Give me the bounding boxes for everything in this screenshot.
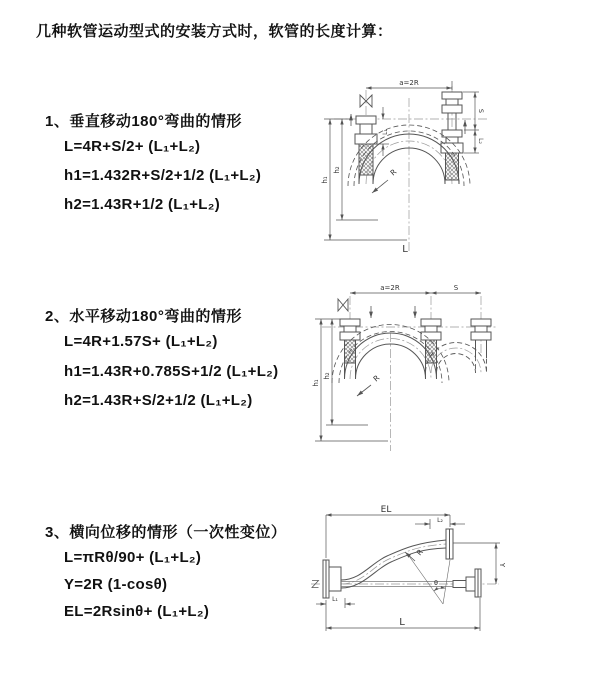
dim-width-label: a=2R [380, 284, 400, 292]
motion-arrows [371, 306, 415, 318]
formula-line: L=4R+S/2+ (L₁+L₂) [64, 138, 201, 155]
theta-label: θ [434, 579, 438, 587]
left-fitting [323, 560, 341, 598]
dim-h2-label: h₂ [333, 166, 341, 174]
formula-line: h1=1.432R+S/2+1/2 (L₁+L₂) [64, 167, 262, 184]
left-fitting [355, 116, 377, 144]
formula-line: L=πRθ/90+ (L₁+L₂) [64, 549, 202, 566]
length-label: L [402, 244, 408, 255]
page-title: 几种软管运动型式的安装方式时，软管的长度计算： [36, 23, 393, 40]
dim-h1-label: h₁ [312, 379, 320, 387]
dim-y-label: Y [498, 562, 506, 568]
section1-heading: 1、垂直移动180°弯曲的情形 [45, 113, 242, 130]
diagram-vertical-180-bend [308, 70, 593, 258]
dim-l2-label: L₂ [477, 138, 484, 144]
dim-l2-label: L₂ [437, 517, 443, 524]
angle-construction [409, 556, 450, 604]
center-lines [334, 86, 488, 253]
dim-el [326, 515, 450, 558]
upper-flange [446, 529, 453, 559]
formula-line: h1=1.43R+0.785S+1/2 (L₁+L₂) [64, 363, 279, 380]
dim-l1-label: L₁ [382, 129, 389, 135]
formula-line: EL=2Rsinθ+ (L₁+L₂) [64, 603, 210, 620]
section2-heading: 2、水平移动180°弯曲的情形 [45, 308, 242, 325]
hose-u-bend-drawing [324, 81, 488, 253]
diagram-lateral-displacement [303, 503, 600, 651]
fittings [340, 319, 491, 340]
hose-s-curve-drawing [311, 515, 500, 631]
radius-label: R [414, 547, 425, 558]
formula-line: L=4R+1.57S+ (L₁+L₂) [64, 333, 218, 350]
diagram-horizontal-180-bend [308, 283, 598, 461]
length-label: L [399, 617, 405, 628]
dim-s-label: S [477, 108, 485, 114]
lower-right-fitting [453, 569, 481, 597]
formula-line: Y=2R (1-cosθ) [64, 576, 168, 593]
dim-s-label: S [453, 284, 459, 292]
valve-icon [338, 299, 348, 311]
formula-line: h2=1.43R+S/2+1/2 (L₁+L₂) [64, 392, 253, 409]
formula-line: h2=1.43R+1/2 (L₁+L₂) [64, 196, 221, 213]
radius-label: R [388, 167, 399, 178]
radius-label: R [371, 373, 382, 384]
hose-u-bend-drawing [315, 293, 498, 451]
dim-h1-label: h₁ [321, 176, 329, 184]
braided-section-right [446, 153, 459, 180]
section3-heading: 3、横向位移的情形（一次性变位） [45, 524, 287, 541]
dim-l1-label: L₁ [332, 596, 338, 603]
dim-h2-label: h₂ [323, 372, 331, 380]
radius-leader [357, 385, 371, 396]
radius-leader [372, 180, 388, 193]
dim-width-label: a=2R [399, 79, 419, 87]
dim-el-label: EL [380, 505, 392, 515]
hose-walls [341, 540, 446, 588]
